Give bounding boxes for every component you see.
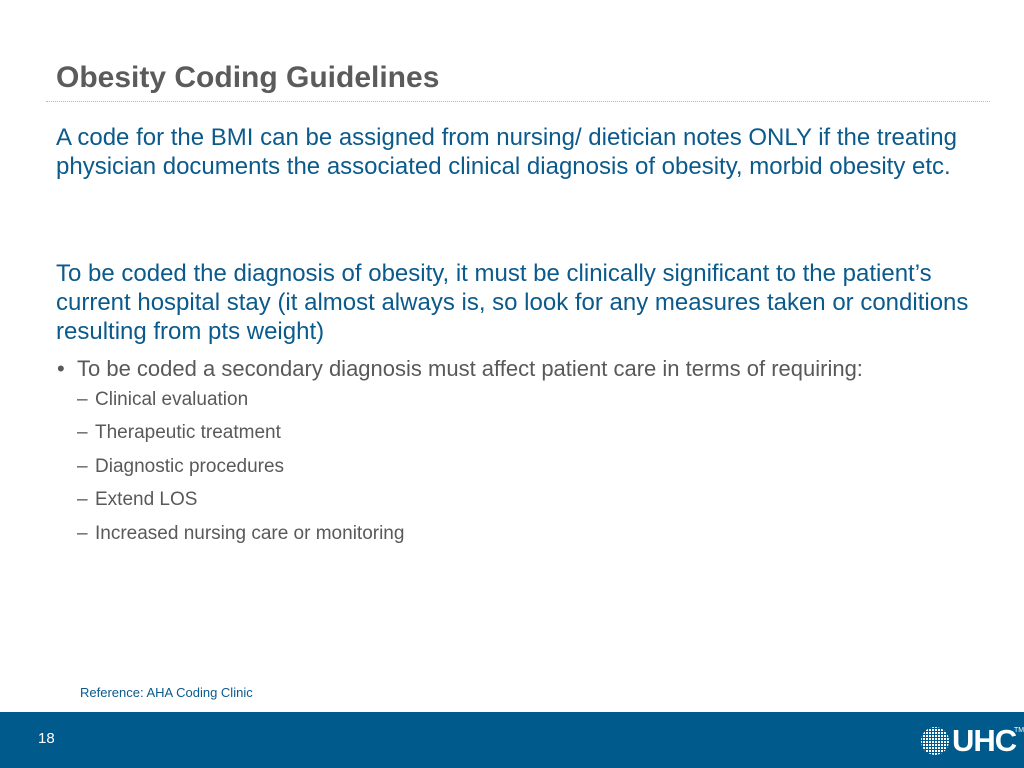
bullet-list xyxy=(56,355,956,555)
sub-bullet-text: Increased nursing care or monitoring xyxy=(95,522,405,544)
logo-wordmark: UHC xyxy=(952,723,1017,758)
sub-bullet-item xyxy=(77,388,956,412)
slide-title: Obesity Coding Guidelines xyxy=(56,61,440,94)
trademark-mark: TM xyxy=(1014,727,1024,734)
sub-bullet-text: Diagnostic procedures xyxy=(95,455,285,477)
body-paragraph-bmi: A code for the BMI can be assigned from nursing/ dietician notes ONLY if the treating physician documents the associated clinical diagnosis of obesity, morbid obesity etc. xyxy=(56,124,957,180)
sub-bullet-marker: – xyxy=(77,389,88,410)
dotted-globe-icon xyxy=(920,726,950,756)
uhc-logo xyxy=(920,723,1024,762)
sub-bullet-item xyxy=(77,455,956,479)
slide-number: 18 xyxy=(38,730,55,747)
sub-bullet-marker: – xyxy=(77,422,88,444)
sub-bullet-item xyxy=(77,522,956,546)
sub-bullet-list xyxy=(77,388,956,546)
sub-bullet-text: Clinical evaluation xyxy=(95,389,249,410)
sub-bullet-marker: – xyxy=(77,489,88,511)
sub-bullet-text: Therapeutic treatment xyxy=(95,422,281,444)
title-divider xyxy=(46,101,990,102)
sub-bullet-marker: – xyxy=(77,455,88,477)
sub-bullet-text: Extend LOS xyxy=(95,489,198,511)
bullet-text: To be coded a secondary diagnosis must affect patient care in terms of requiring: xyxy=(77,356,863,381)
sub-bullet-item xyxy=(77,488,956,512)
reference-note: Reference: AHA Coding Clinic xyxy=(80,685,253,700)
sub-bullet-item xyxy=(77,421,956,445)
body-paragraph-obesity: To be coded the diagnosis of obesity, it must be clinically significant to the patient’s current hospital stay (it almost always is, so look for any measures taken or conditions resulting from pts weight) xyxy=(56,260,969,345)
bullet-marker: • xyxy=(57,356,65,381)
footer-bar xyxy=(0,712,1024,768)
sub-bullet-marker: – xyxy=(77,522,88,544)
bullet-item xyxy=(56,355,956,546)
